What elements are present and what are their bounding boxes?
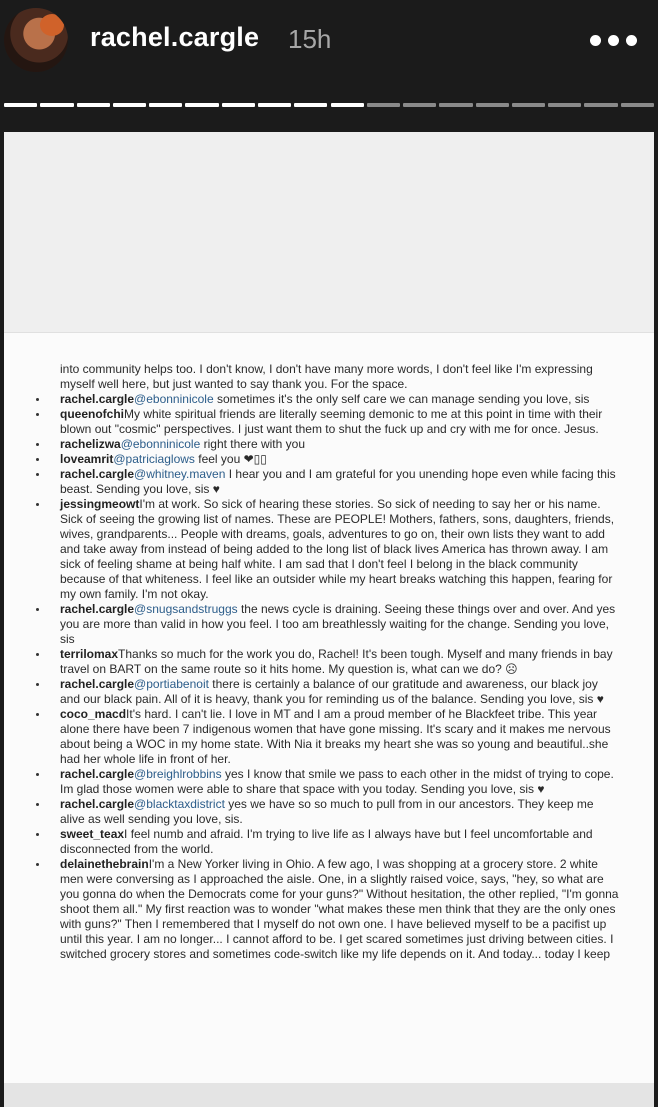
story-header bbox=[0, 0, 658, 90]
comment-item bbox=[60, 602, 620, 647]
comment-text: I'm a New Yorker living in Ohio. A few ago, I was shopping at a grocery store. 2 white men were conversing as I approached the aisle. One, in a slightly raised voice, says, "hey, so what are you gonna do when the Democrats come for your guns?" Without hesitation, the other replied, "I'm gonna shoot them all." My first reaction was to wonder "what makes these men think that they are the only ones with guns?" Then I remembered that I myself do not own one. I have believed myself to be a pacifist up until this year. I am no longer... I cannot afford to be. I get scared sometimes just driving between cities. I switched grocery stores and sometimes code-switch like my life depends on it. And today... today I keep bbox=[60, 857, 619, 961]
comment-mention: @patriciaglows bbox=[113, 452, 195, 466]
comment-username: rachel.cargle bbox=[60, 467, 135, 481]
comment-username: jessingmeowt bbox=[60, 497, 140, 511]
progress-segment bbox=[548, 103, 581, 107]
comment-username: sweet_teax bbox=[60, 827, 125, 841]
comment-username: rachel.cargle bbox=[60, 797, 135, 811]
comment-item bbox=[60, 467, 620, 497]
comment-username: coco_macd bbox=[60, 707, 127, 721]
comment-text: I'm at work. So sick of hearing these stories. So sick of needing to say her or his name. Sick of seeing the growing list of names. These are PEOPLE! Mothers, fathers, sons, daughters, friends, wives, grandparents... People with dreams, goals, adventures to go on, their own lists they want to add and take away from instead of being added to the long list of black lives America has thrown away. I am sick of feeling shame at being half white. I am sad that I don't feel I belong in the black community because of that whiteness. I feel like an outsider while my heart breaks watching this happen, fearing for my own family. I'm not okay. bbox=[60, 497, 615, 601]
comment-text: I feel numb and afraid. I'm trying to live life as I always have but I feel uncomfortable and disconnected from the world. bbox=[60, 827, 593, 856]
comment-text: sometimes it's the only self care we can manage sending you love, sis bbox=[213, 392, 590, 406]
progress-segment bbox=[403, 103, 436, 107]
progress-segment bbox=[439, 103, 472, 107]
progress-segment bbox=[621, 103, 654, 107]
progress-segment bbox=[294, 103, 327, 107]
image-bottom-area bbox=[4, 1083, 654, 1107]
comment-text: feel you ❤▯▯ bbox=[194, 452, 267, 466]
comment-item bbox=[60, 392, 620, 407]
comment-mention: @whitney.maven bbox=[134, 467, 226, 481]
comment-list bbox=[60, 362, 620, 962]
comment-text: into community helps too. I don't know, I don't have many more words, I don't feel like I'm expressing myself well here, but just wanted to say thank you. For the space. bbox=[60, 362, 593, 391]
story-progress-bar bbox=[4, 103, 654, 107]
progress-segment bbox=[222, 103, 255, 107]
comment-item bbox=[60, 407, 620, 437]
progress-segment bbox=[512, 103, 545, 107]
more-horizontal-icon[interactable] bbox=[590, 35, 636, 45]
comment-text: the news cycle is draining. Seeing these things over and over. And yes you are more than valid in how you feel. I too am breathlessly waiting for the change. Sending you love, sis bbox=[60, 602, 616, 646]
comment-text: Thanks so much for the work you do, Rachel! It's been tough. Myself and many friends in bay travel on BART on the same route so it hits home. My question is, what can we do? ☹ bbox=[60, 647, 613, 676]
comment-username: queenofchi bbox=[60, 407, 125, 421]
image-top-area bbox=[4, 132, 654, 332]
comment-text: right there with you bbox=[200, 437, 305, 451]
comment-item bbox=[60, 497, 620, 602]
comment-item bbox=[60, 857, 620, 962]
progress-segment bbox=[113, 103, 146, 107]
comment-username: terrilomax bbox=[60, 647, 119, 661]
avatar[interactable] bbox=[4, 8, 68, 72]
comment-item bbox=[60, 452, 620, 467]
comment-item bbox=[60, 437, 620, 452]
comment-username: rachel.cargle bbox=[60, 677, 135, 691]
username[interactable]: rachel.cargle bbox=[90, 22, 260, 52]
progress-segment bbox=[77, 103, 110, 107]
progress-segment bbox=[331, 103, 364, 107]
comment-mention: @portiabenoit bbox=[134, 677, 209, 691]
progress-segment bbox=[149, 103, 182, 107]
comment-text: It's hard. I can't lie. I love in MT and I am a proud member of he Blackfeet tribe. This year alone there have been 7 indigenous women that have gone missing. It's scary and it makes me nervous about being a WOC in my home state. With Nia it breaks my heart she was so young and beautiful..she had her whole life in front of her. bbox=[60, 707, 611, 766]
comment-item bbox=[60, 767, 620, 797]
comment-username: rachel.cargle bbox=[60, 602, 135, 616]
comment-username: rachel.cargle bbox=[60, 767, 135, 781]
comment-mention: @ebonninicole bbox=[120, 437, 201, 451]
progress-segment bbox=[185, 103, 218, 107]
progress-segment bbox=[367, 103, 400, 107]
comment-item bbox=[60, 647, 620, 677]
progress-segment bbox=[258, 103, 291, 107]
progress-segment bbox=[476, 103, 509, 107]
comment-username: rachelizwa bbox=[60, 437, 121, 451]
comment-text: there is certainly a balance of our gratitude and awareness, our black joy and our black pain. All of it is heavy, thank you for reminding us of the balance. Sending you love, sis ♥ bbox=[60, 677, 604, 706]
comment-mention: @breighlrobbins bbox=[134, 767, 222, 781]
comment-item bbox=[60, 677, 620, 707]
comment-text: yes we have so so much to pull from in our ancestors. They keep me alive as well sending you love, sis. bbox=[60, 797, 594, 826]
timestamp: 15h bbox=[288, 24, 332, 54]
comment-username: delainethebrain bbox=[60, 857, 149, 871]
comment-text: yes I know that smile we pass to each other in the midst of trying to cope. Im glad those women were able to share that space with you today. Sending you love, sis ♥ bbox=[60, 767, 614, 796]
comment-text: I hear you and I am grateful for you unending hope even while facing this beast. Sending you love, sis ♥ bbox=[60, 467, 616, 496]
comment-username: loveamrit bbox=[60, 452, 114, 466]
comment-mention: @snugsandstruggs bbox=[134, 602, 238, 616]
comment-item bbox=[60, 362, 620, 392]
comment-mention: @blacktaxdistrict bbox=[134, 797, 225, 811]
comment-item bbox=[60, 797, 620, 827]
progress-segment bbox=[40, 103, 73, 107]
progress-segment bbox=[584, 103, 617, 107]
avatar-accent bbox=[40, 14, 64, 36]
comment-username: rachel.cargle bbox=[60, 392, 135, 406]
comment-item bbox=[60, 827, 620, 857]
comment-mention: @ebonninicole bbox=[134, 392, 214, 406]
comment-item bbox=[60, 707, 620, 767]
progress-segment bbox=[4, 103, 37, 107]
comment-text: My white spiritual friends are literally seeming demonic to me at this point in time with their blown out "cosmic" perspectives. I just want them to shut the fuck up and cry with me for once. Jesus. bbox=[60, 407, 603, 436]
